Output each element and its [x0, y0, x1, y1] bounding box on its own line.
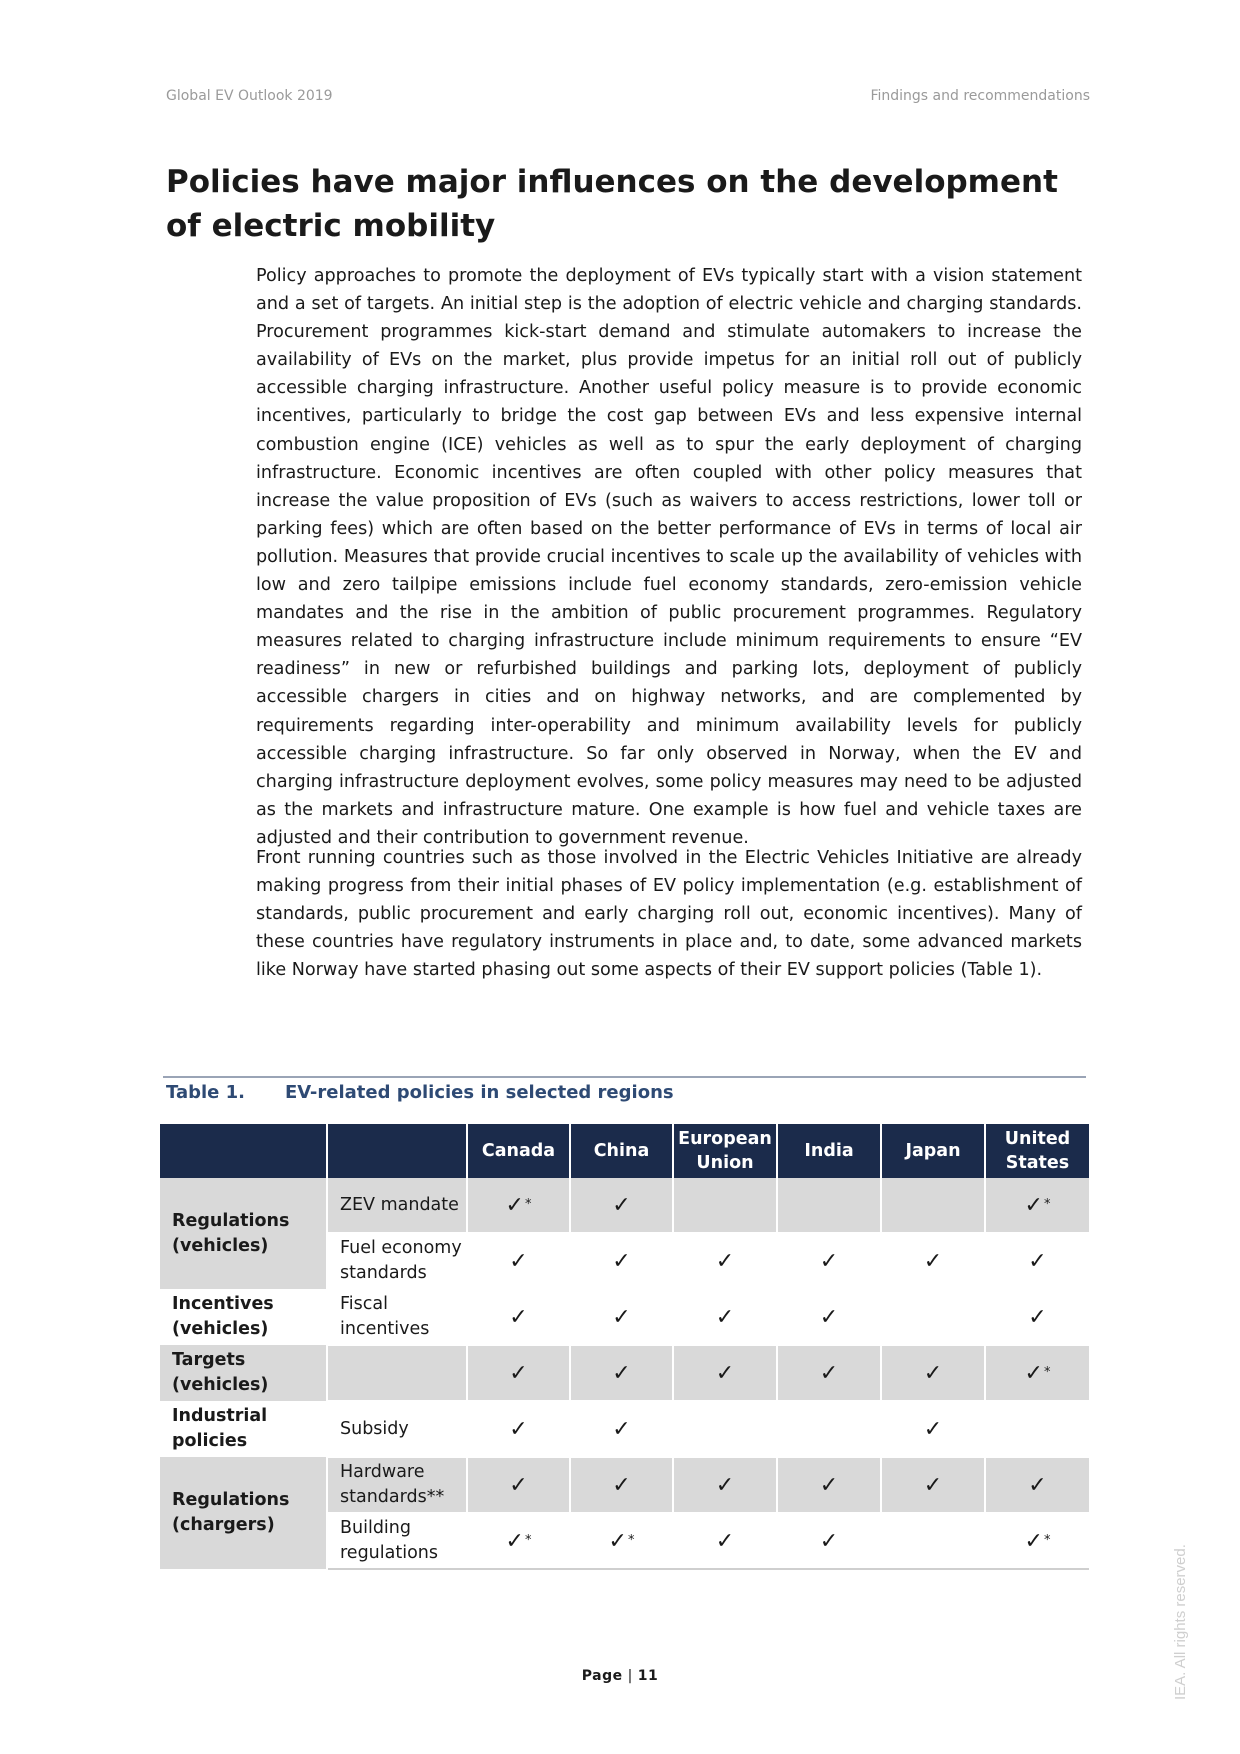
- footnote-star: *: [524, 1197, 532, 1212]
- check-mark: ✓: [923, 1472, 943, 1498]
- table-cell: [570, 1233, 673, 1289]
- check-mark: ✓: [819, 1528, 839, 1554]
- row-subcategory: Fuel economy standards: [327, 1233, 467, 1289]
- row-subcategory: Fiscal incentives: [327, 1289, 467, 1345]
- table-cell: [777, 1401, 881, 1457]
- check-mark: ✓: [509, 1304, 528, 1330]
- footnote-star: *: [1043, 1365, 1051, 1380]
- check-mark: ✓: [608, 1529, 627, 1554]
- table-cell: [570, 1178, 673, 1233]
- table-cell: [673, 1457, 777, 1513]
- check-mark: ✓: [923, 1248, 943, 1274]
- table-cell: [881, 1457, 985, 1513]
- table-cell: [673, 1345, 777, 1401]
- row-subcategory: Building regulations: [327, 1513, 467, 1569]
- table-cell: [985, 1401, 1089, 1457]
- table-cell: [467, 1233, 570, 1289]
- check-mark: ✓: [715, 1472, 735, 1498]
- check-mark: ✓: [612, 1416, 631, 1442]
- column-header: Japan: [881, 1124, 985, 1178]
- footnote-star: *: [627, 1533, 635, 1548]
- footnote-star: *: [1043, 1197, 1051, 1212]
- table-number: Table 1.: [166, 1082, 245, 1103]
- table-row: [160, 1178, 1089, 1233]
- table-cell: [467, 1289, 570, 1345]
- check-mark: ✓: [819, 1472, 839, 1498]
- check-mark: ✓: [1024, 1193, 1043, 1218]
- check-mark: ✓: [715, 1248, 735, 1274]
- table-cell: [881, 1289, 985, 1345]
- row-subcategory: Subsidy: [327, 1401, 467, 1457]
- row-subcategory: Hardware standards**: [327, 1457, 467, 1513]
- row-category: Targets (vehicles): [160, 1345, 327, 1401]
- table-cell: [570, 1289, 673, 1345]
- table-cell: [570, 1513, 673, 1569]
- table-cell: [777, 1345, 881, 1401]
- row-category: Regulations (vehicles): [160, 1178, 327, 1289]
- table-cell: [673, 1178, 777, 1233]
- page-label: Page: [581, 1668, 623, 1684]
- check-mark: ✓: [505, 1193, 524, 1218]
- check-mark: ✓: [1024, 1529, 1043, 1554]
- table-row: [160, 1345, 1089, 1401]
- table-cell: [673, 1513, 777, 1569]
- table-cell: [673, 1233, 777, 1289]
- table-cell: [985, 1513, 1089, 1569]
- check-mark: ✓: [509, 1360, 528, 1386]
- table-cell: [673, 1289, 777, 1345]
- table-cell: [777, 1289, 881, 1345]
- check-mark: ✓: [1028, 1472, 1047, 1498]
- row-category: Industrial policies: [160, 1401, 327, 1457]
- row-category: Incentives (vehicles): [160, 1289, 327, 1345]
- check-mark: ✓: [923, 1360, 943, 1386]
- table-row: [160, 1401, 1089, 1457]
- check-mark: ✓: [509, 1248, 528, 1274]
- table-cell: [570, 1457, 673, 1513]
- rights-notice: IEA. All rights reserved.: [1172, 1544, 1189, 1700]
- page-separator: |: [627, 1668, 633, 1684]
- check-mark: ✓: [819, 1360, 839, 1386]
- footnote-star: *: [1043, 1533, 1051, 1548]
- table-row: [160, 1457, 1089, 1513]
- table-cell: [985, 1289, 1089, 1345]
- check-mark: ✓: [715, 1360, 735, 1386]
- row-category: Regulations (chargers): [160, 1457, 327, 1569]
- column-header: India: [777, 1124, 881, 1178]
- table-cell: [467, 1178, 570, 1233]
- body-paragraph-1: Policy approaches to promote the deployment of EVs typically start with a vision statement and a set of targets. An initial step is the adoption of electric vehicle and charging standards. Procurement programmes kick-start demand and stimulate automakers to increase the availability of EVs on the market, plus provide impetus for an initial roll out of publicly accessible charging infrastructure. Another useful policy measure is to provide economic incentives, particularly to bridge the cost gap between EVs and less expensive internal combustion engine (ICE) vehicles as well as to spur the early deployment of charging infrastructure. Economic incentives are often coupled with other policy measures that increase the value proposition of EVs (such as waivers to access restrictions, lower toll or parking fees) which are often based on the better performance of EVs in terms of local air pollution. Measures that provide crucial incentives to scale up the availability of vehicles with low and zero tailpipe emissions include fuel economy standards, zero-emission vehicle mandates and the rise in the ambition of public procurement programmes. Regulatory measures related to charging infrastructure include minimum requirements to ensure “EV readiness” in new or refurbished buildings and parking lots, deployment of publicly accessible chargers in cities and on highway networks, and are complemented by requirements regarding inter-operability and minimum availability levels for publicly accessible charging infrastructure. So far only observed in Norway, when the EV and charging infrastructure deployment evolves, some policy measures may need to be adjusted as the markets and infrastructure mature. One example is how fuel and vehicle taxes are adjusted and their contribution to government revenue.: [256, 266, 1082, 848]
- check-mark: ✓: [819, 1304, 839, 1330]
- table-cell: [467, 1345, 570, 1401]
- table-cell: [881, 1178, 985, 1233]
- table-cell: [777, 1178, 881, 1233]
- check-mark: ✓: [612, 1360, 631, 1386]
- table-cell: [467, 1457, 570, 1513]
- check-mark: ✓: [715, 1528, 735, 1554]
- body-paragraph-2: Front running countries such as those involved in the Electric Vehicles Initiative are already making progress from their initial phases of EV policy implementation (e.g. establishment of standards, public procurement and early charging roll out, economic incentives). Many of these countries have regulatory instruments in place and, to date, some advanced markets like Norway have started phasing out some aspects of their EV support policies (Table 1).: [256, 848, 1082, 981]
- check-mark: ✓: [1028, 1248, 1047, 1274]
- row-subcategory: ZEV mandate: [327, 1178, 467, 1233]
- header-empty-subcategory: [327, 1124, 467, 1178]
- section-title: Policies have major influences on the development of electric mobility: [166, 164, 1058, 244]
- table-cell: [673, 1401, 777, 1457]
- check-mark: ✓: [819, 1248, 839, 1274]
- table-cell: [570, 1345, 673, 1401]
- table-cell: [570, 1401, 673, 1457]
- table-cell: [467, 1401, 570, 1457]
- table-row: [160, 1289, 1089, 1345]
- table-cell: [985, 1178, 1089, 1233]
- page-number: 11: [637, 1668, 659, 1684]
- table-cell: [881, 1345, 985, 1401]
- check-mark: ✓: [612, 1304, 631, 1330]
- row-subcategory: [327, 1345, 467, 1401]
- check-mark: ✓: [612, 1248, 631, 1274]
- table-cell: [881, 1513, 985, 1569]
- table-cell: [777, 1457, 881, 1513]
- table-cell: [985, 1457, 1089, 1513]
- check-mark: ✓: [1024, 1361, 1043, 1386]
- column-header: China: [570, 1124, 673, 1178]
- table-cell: [985, 1233, 1089, 1289]
- header-empty-category: [160, 1124, 327, 1178]
- footnote-star: *: [524, 1533, 532, 1548]
- table-cell: [881, 1401, 985, 1457]
- table-title: EV-related policies in selected regions: [285, 1082, 674, 1103]
- check-mark: ✓: [612, 1192, 631, 1218]
- running-header-left: Global EV Outlook 2019: [166, 88, 333, 104]
- page-footer: [0, 1668, 1240, 1684]
- check-mark: ✓: [505, 1529, 524, 1554]
- table-cell: [881, 1233, 985, 1289]
- table-cell: [777, 1233, 881, 1289]
- table-cell: [777, 1513, 881, 1569]
- check-mark: ✓: [509, 1416, 528, 1442]
- check-mark: ✓: [923, 1416, 943, 1442]
- column-header: United States: [985, 1124, 1089, 1178]
- column-header: Canada: [467, 1124, 570, 1178]
- table-cell: [985, 1345, 1089, 1401]
- column-header: European Union: [673, 1124, 777, 1178]
- check-mark: ✓: [509, 1472, 528, 1498]
- policies-table: [160, 1124, 1089, 1570]
- check-mark: ✓: [715, 1304, 735, 1330]
- table-header-row: [160, 1124, 1089, 1178]
- check-mark: ✓: [612, 1472, 631, 1498]
- table-cell: [467, 1513, 570, 1569]
- running-header-right: Findings and recommendations: [870, 88, 1090, 104]
- table-top-rule: [163, 1076, 1086, 1078]
- check-mark: ✓: [1028, 1304, 1047, 1330]
